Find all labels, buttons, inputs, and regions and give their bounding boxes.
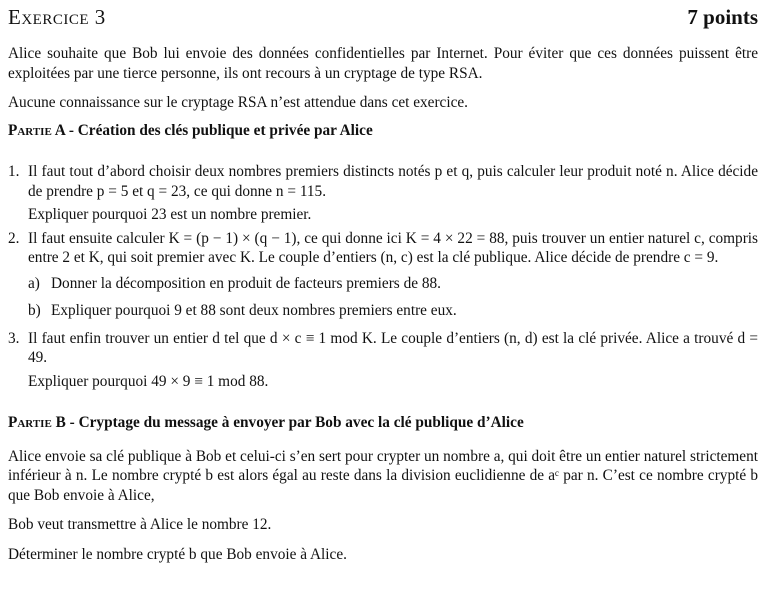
intro-paragraph: Alice souhaite que Bob lui envoie des données confidentielles par Internet. Pour éviter que ces données puissent être exploitées par une tierce personne, ils ont recours à un cryptage de type RSA.: [8, 45, 758, 82]
part-b-label: Partie: [8, 414, 52, 431]
question-subtask: Expliquer pourquoi 23 est un nombre premier.: [28, 206, 312, 223]
part-a-heading: [8, 121, 758, 141]
exercise-title: Exercice 3: [8, 5, 106, 29]
exercise-points: 7 points: [687, 5, 758, 29]
part-b-question: Déterminer le nombre crypté b que Bob envoie à Alice.: [8, 545, 347, 563]
question-text: Il faut ensuite calculer K = (p − 1) × (q − 1), ce qui donne ici K = 4 × 22 = 88, puis trouver un entier naturel c, compris entre 2 et K, qui soit premier avec K. Le couple d’entiers (n, c) est la clé publique. Alice décide de prendre c = 9.: [28, 229, 758, 266]
subitem-a: [28, 274, 758, 294]
subitem-label: b): [28, 302, 41, 319]
question-number: 3.: [8, 329, 20, 347]
question-number: 2.: [8, 229, 20, 247]
part-a-title: A - Création des clés publique et privée par Alice: [54, 121, 373, 139]
part-b-title: B - Cryptage du message à envoyer par Bob avec la clé publique d’Alice: [55, 414, 524, 431]
subitem-text: Expliquer pourquoi 9 et 88 sont deux nombres premiers entre eux.: [51, 302, 457, 319]
exercise-header: [8, 5, 758, 36]
part-b-statement: Bob veut transmettre à Alice le nombre 12.: [8, 516, 272, 533]
part-b-heading: [8, 413, 758, 433]
exercise-page: [8, 5, 758, 574]
part-a-questions: [8, 162, 758, 391]
question-subitems: [28, 274, 758, 321]
subitem-b: [28, 301, 758, 321]
question-text: Il faut tout d’abord choisir deux nombres premiers distincts notés p et q, puis calculer leur produit noté n. Alice décide de prendre p = 5 et q = 23, ce qui donne n = 115.: [28, 163, 758, 200]
intro-note: Aucune connaissance sur le cryptage RSA n’est attendue dans cet exercice.: [8, 94, 468, 111]
part-b-paragraph: Alice envoie sa clé publique à Bob et celui-ci s’en sert pour crypter un nombre a, qui doit être un entier naturel strictement inférieur à n. Le nombre crypté b est alors égal au reste dans la division euclidienne de aᶜ par n. C’est ce nombre crypté b que Bob envoie à Alice,: [8, 447, 758, 504]
question-subtask: Expliquer pourquoi 49 × 9 ≡ 1 mod 88.: [28, 372, 269, 390]
question-2: [8, 229, 758, 321]
question-text: Il faut enfin trouver un entier d tel que d × c ≡ 1 mod K. Le couple d’entiers (n, d) est la clé privée. Alice a trouvé d = 49.: [28, 329, 758, 366]
question-number: 1.: [8, 163, 20, 180]
subitem-text: Donner la décomposition en produit de facteurs premiers de 88.: [51, 274, 441, 292]
subitem-label: a): [28, 274, 40, 292]
question-3: [8, 329, 758, 392]
part-a-label: Partie: [8, 121, 52, 139]
question-1: [8, 162, 758, 225]
